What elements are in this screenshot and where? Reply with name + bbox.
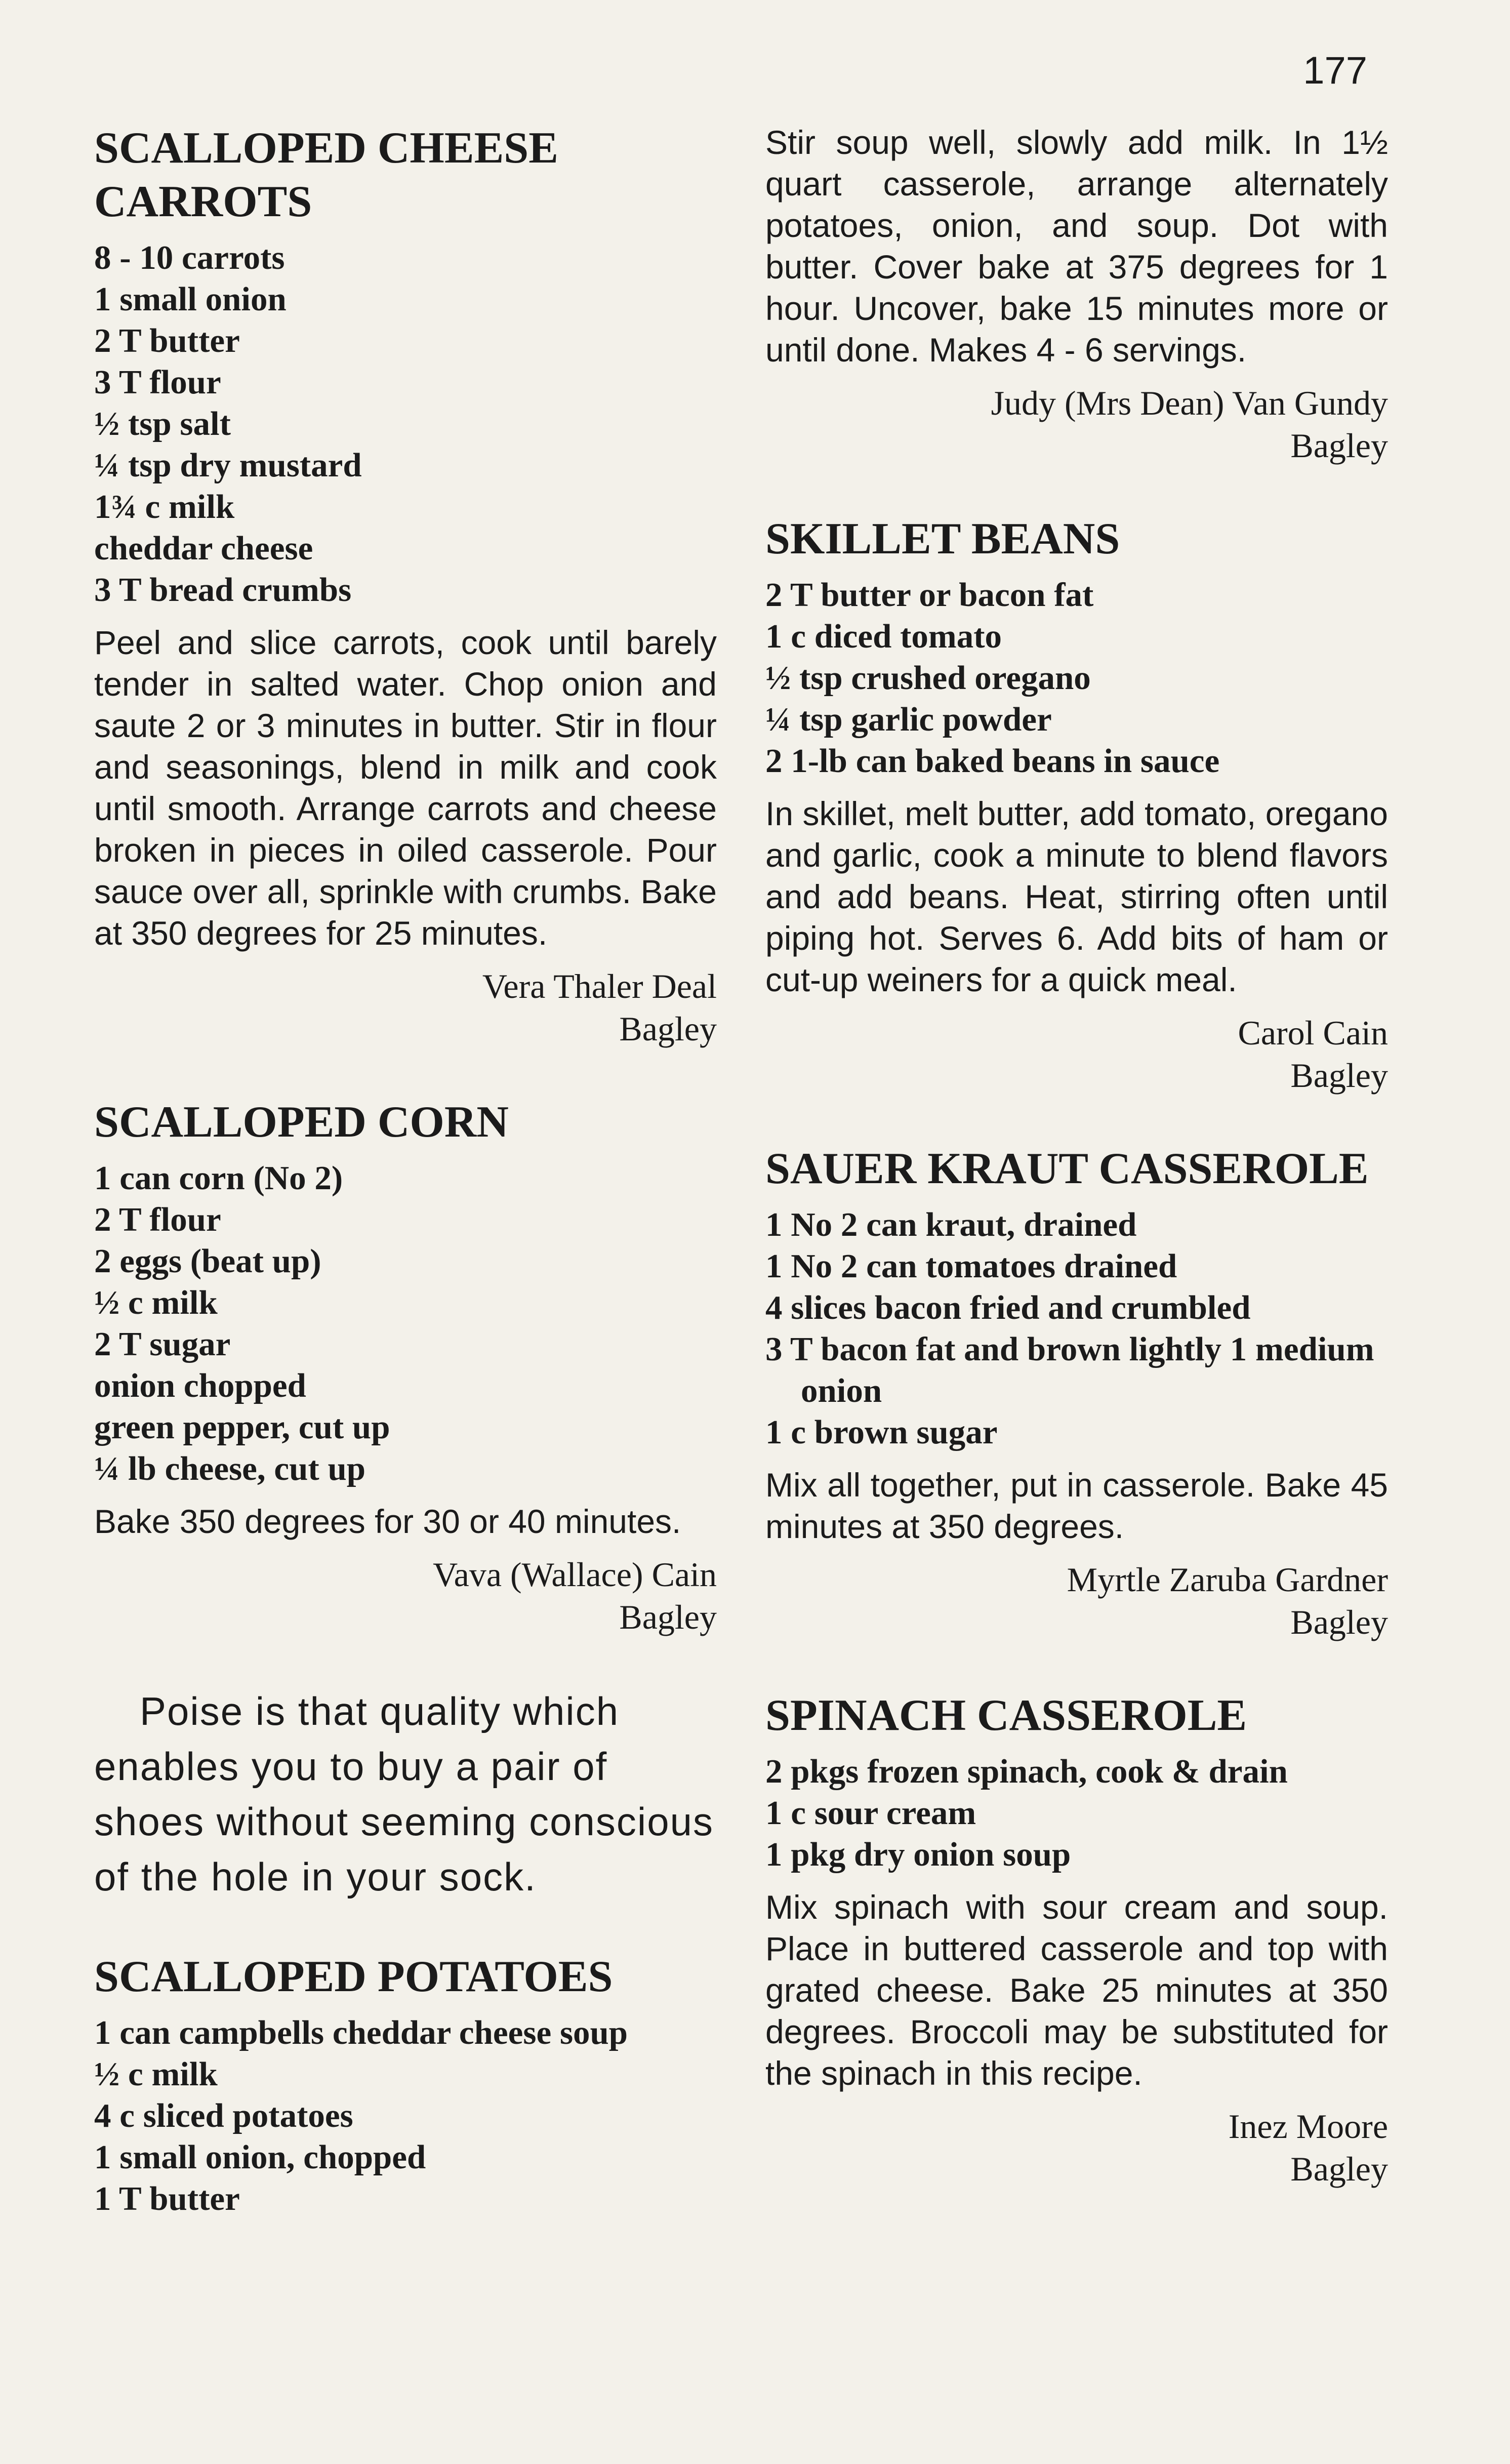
recipe-instructions: Stir soup well, slowly add milk. In 1½ quart casserole, arrange alternately potatoes, onion, and soup. Dot with butter. Cover bake at 375 degrees for 1 hour. Uncover, bake 15 minutes more or until done. Makes 4 - 6 servings. xyxy=(765,124,1388,369)
ingredient-item: ½ tsp salt xyxy=(94,405,231,442)
ingredient-item: 2 1-lb can baked beans in sauce xyxy=(765,742,1220,780)
ingredient-item: 2 T butter xyxy=(94,322,240,359)
recipe-instructions: Mix all together, put in casserole. Bake 45 minutes at 350 degrees. xyxy=(765,1466,1388,1545)
recipe-instructions: Mix spinach with sour cream and soup. Place in buttered casserole and top with grated cheese. Bake 25 minutes at 350 degrees. Broccoli may be substituted for the spinach in this recipe. xyxy=(765,1888,1388,2092)
ingredient-item: 8 - 10 carrots xyxy=(94,239,285,276)
recipe-instructions: Bake 350 degrees for 30 or 40 minutes. xyxy=(94,1503,681,1540)
ingredient-item: ½ c milk xyxy=(94,2055,218,2093)
ingredient-item: ¼ lb cheese, cut up xyxy=(94,1450,365,1487)
ingredient-item: 1 No 2 can tomatoes drained xyxy=(765,1247,1177,1285)
contributor-name: Myrtle Zaruba Gardner xyxy=(1067,1560,1388,1599)
ingredient-item: 4 c sliced potatoes xyxy=(94,2097,353,2134)
ingredient-item: 2 pkgs frozen spinach, cook & drain xyxy=(765,1753,1288,1790)
ingredient-item: 3 T flour xyxy=(94,363,221,401)
right-column xyxy=(765,122,1388,2236)
ingredient-item: 1 pkg dry onion soup xyxy=(765,1836,1071,1873)
contributor-name: Vava (Wallace) Cain xyxy=(433,1555,717,1594)
ingredient-item: green pepper, cut up xyxy=(94,1408,390,1446)
recipe-title: SAUER KRAUT CASSEROLE xyxy=(765,1144,1369,1193)
recipe-title: SCALLOPED POTATOES xyxy=(94,1952,613,2001)
ingredient-item: 1 can corn (No 2) xyxy=(94,1159,343,1197)
ingredient-item: 1 small onion xyxy=(94,280,287,318)
ingredient-item: 1¾ c milk xyxy=(94,488,235,526)
ingredient-item: 3 T bacon fat and brown lightly 1 medium onion xyxy=(765,1330,1374,1409)
ingredient-item: onion chopped xyxy=(94,1367,306,1404)
contributor-town: Bagley xyxy=(1290,1056,1388,1095)
contributor-town: Bagley xyxy=(619,1598,717,1636)
contributor-town: Bagley xyxy=(619,1009,717,1048)
ingredient-item: ½ tsp crushed oregano xyxy=(765,659,1091,697)
ingredient-list xyxy=(765,574,1388,782)
ingredient-item: 2 T flour xyxy=(94,1201,221,1238)
ingredient-item: 3 T bread crumbs xyxy=(94,571,352,609)
contributor-town: Bagley xyxy=(1290,426,1388,465)
page-number: 177 xyxy=(1303,49,1367,92)
ingredient-item: 1 No 2 can kraut, drained xyxy=(765,1206,1137,1243)
ingredient-item: 1 T butter xyxy=(94,2180,240,2217)
recipe-scalloped-potatoes-continued xyxy=(765,122,1388,467)
recipe-title: SKILLET BEANS xyxy=(765,514,1120,563)
recipe-scalloped-corn xyxy=(94,1096,717,1638)
recipe-scalloped-potatoes xyxy=(94,1950,717,2219)
ingredient-item: 1 small onion, chopped xyxy=(94,2138,426,2176)
ingredient-list xyxy=(94,237,717,611)
recipe-scalloped-cheese-carrots xyxy=(94,122,717,1050)
recipe-spinach-casserole xyxy=(765,1689,1388,2190)
ingredient-item: 2 T butter or bacon fat xyxy=(765,576,1094,614)
contributor-town: Bagley xyxy=(1290,2150,1388,2188)
ingredient-item: 1 c diced tomato xyxy=(765,618,1002,655)
contributor-town: Bagley xyxy=(1290,1603,1388,1641)
contributor-name: Inez Moore xyxy=(1228,2107,1388,2146)
ingredient-item: ¼ tsp dry mustard xyxy=(94,447,362,484)
recipe-instructions: Peel and slice carrots, cook until barely tender in salted water. Chop onion and saute 2 or 3 minutes in butter. Stir in flour and seasonings, blend in milk and cook until smooth. Arrange carrots and cheese broken in pieces in oiled casserole. Pour sauce over all, sprinkle with crumbs. Bake at 350 degrees for 25 minutes. xyxy=(94,624,717,952)
recipe-skillet-beans xyxy=(765,512,1388,1097)
ingredient-item: 4 slices bacon fried and crumbled xyxy=(765,1289,1251,1326)
recipe-title: SPINACH CASSEROLE xyxy=(765,1691,1247,1740)
ingredient-list xyxy=(94,1157,717,1489)
recipe-title: SCALLOPED CHEESE CARROTS xyxy=(94,124,558,226)
ingredient-item: 1 c sour cream xyxy=(765,1794,976,1832)
left-column xyxy=(94,122,717,2265)
ingredient-item: 1 c brown sugar xyxy=(765,1413,998,1451)
ingredient-list xyxy=(765,1751,1388,1875)
poise-quote: Poise is that quality which enables you to buy a pair of shoes without seeming conscious of the hole in your sock. xyxy=(94,1689,714,1899)
recipe-instructions: In skillet, melt butter, add tomato, oregano and garlic, cook a minute to blend flavors and add beans. Heat, stirring often until piping hot. Serves 6. Add bits of ham or cut-up weiners for a quick meal. xyxy=(765,795,1388,998)
ingredient-item: 2 T sugar xyxy=(94,1325,231,1363)
ingredient-list xyxy=(94,2012,717,2219)
ingredient-item: 1 can campbells cheddar cheese soup xyxy=(94,2014,628,2051)
contributor-name: Judy (Mrs Dean) Van Gundy xyxy=(991,384,1388,422)
ingredient-list xyxy=(765,1204,1388,1453)
ingredient-item: cheddar cheese xyxy=(94,530,313,567)
ingredient-item: ½ c milk xyxy=(94,1284,218,1321)
recipe-title: SCALLOPED CORN xyxy=(94,1098,509,1147)
ingredient-item: ¼ tsp garlic powder xyxy=(765,701,1052,738)
ingredient-item: 2 eggs (beat up) xyxy=(94,1242,321,1280)
recipe-sauer-kraut-casserole xyxy=(765,1142,1388,1643)
contributor-name: Vera Thaler Deal xyxy=(482,967,717,1005)
contributor-name: Carol Cain xyxy=(1238,1014,1388,1052)
